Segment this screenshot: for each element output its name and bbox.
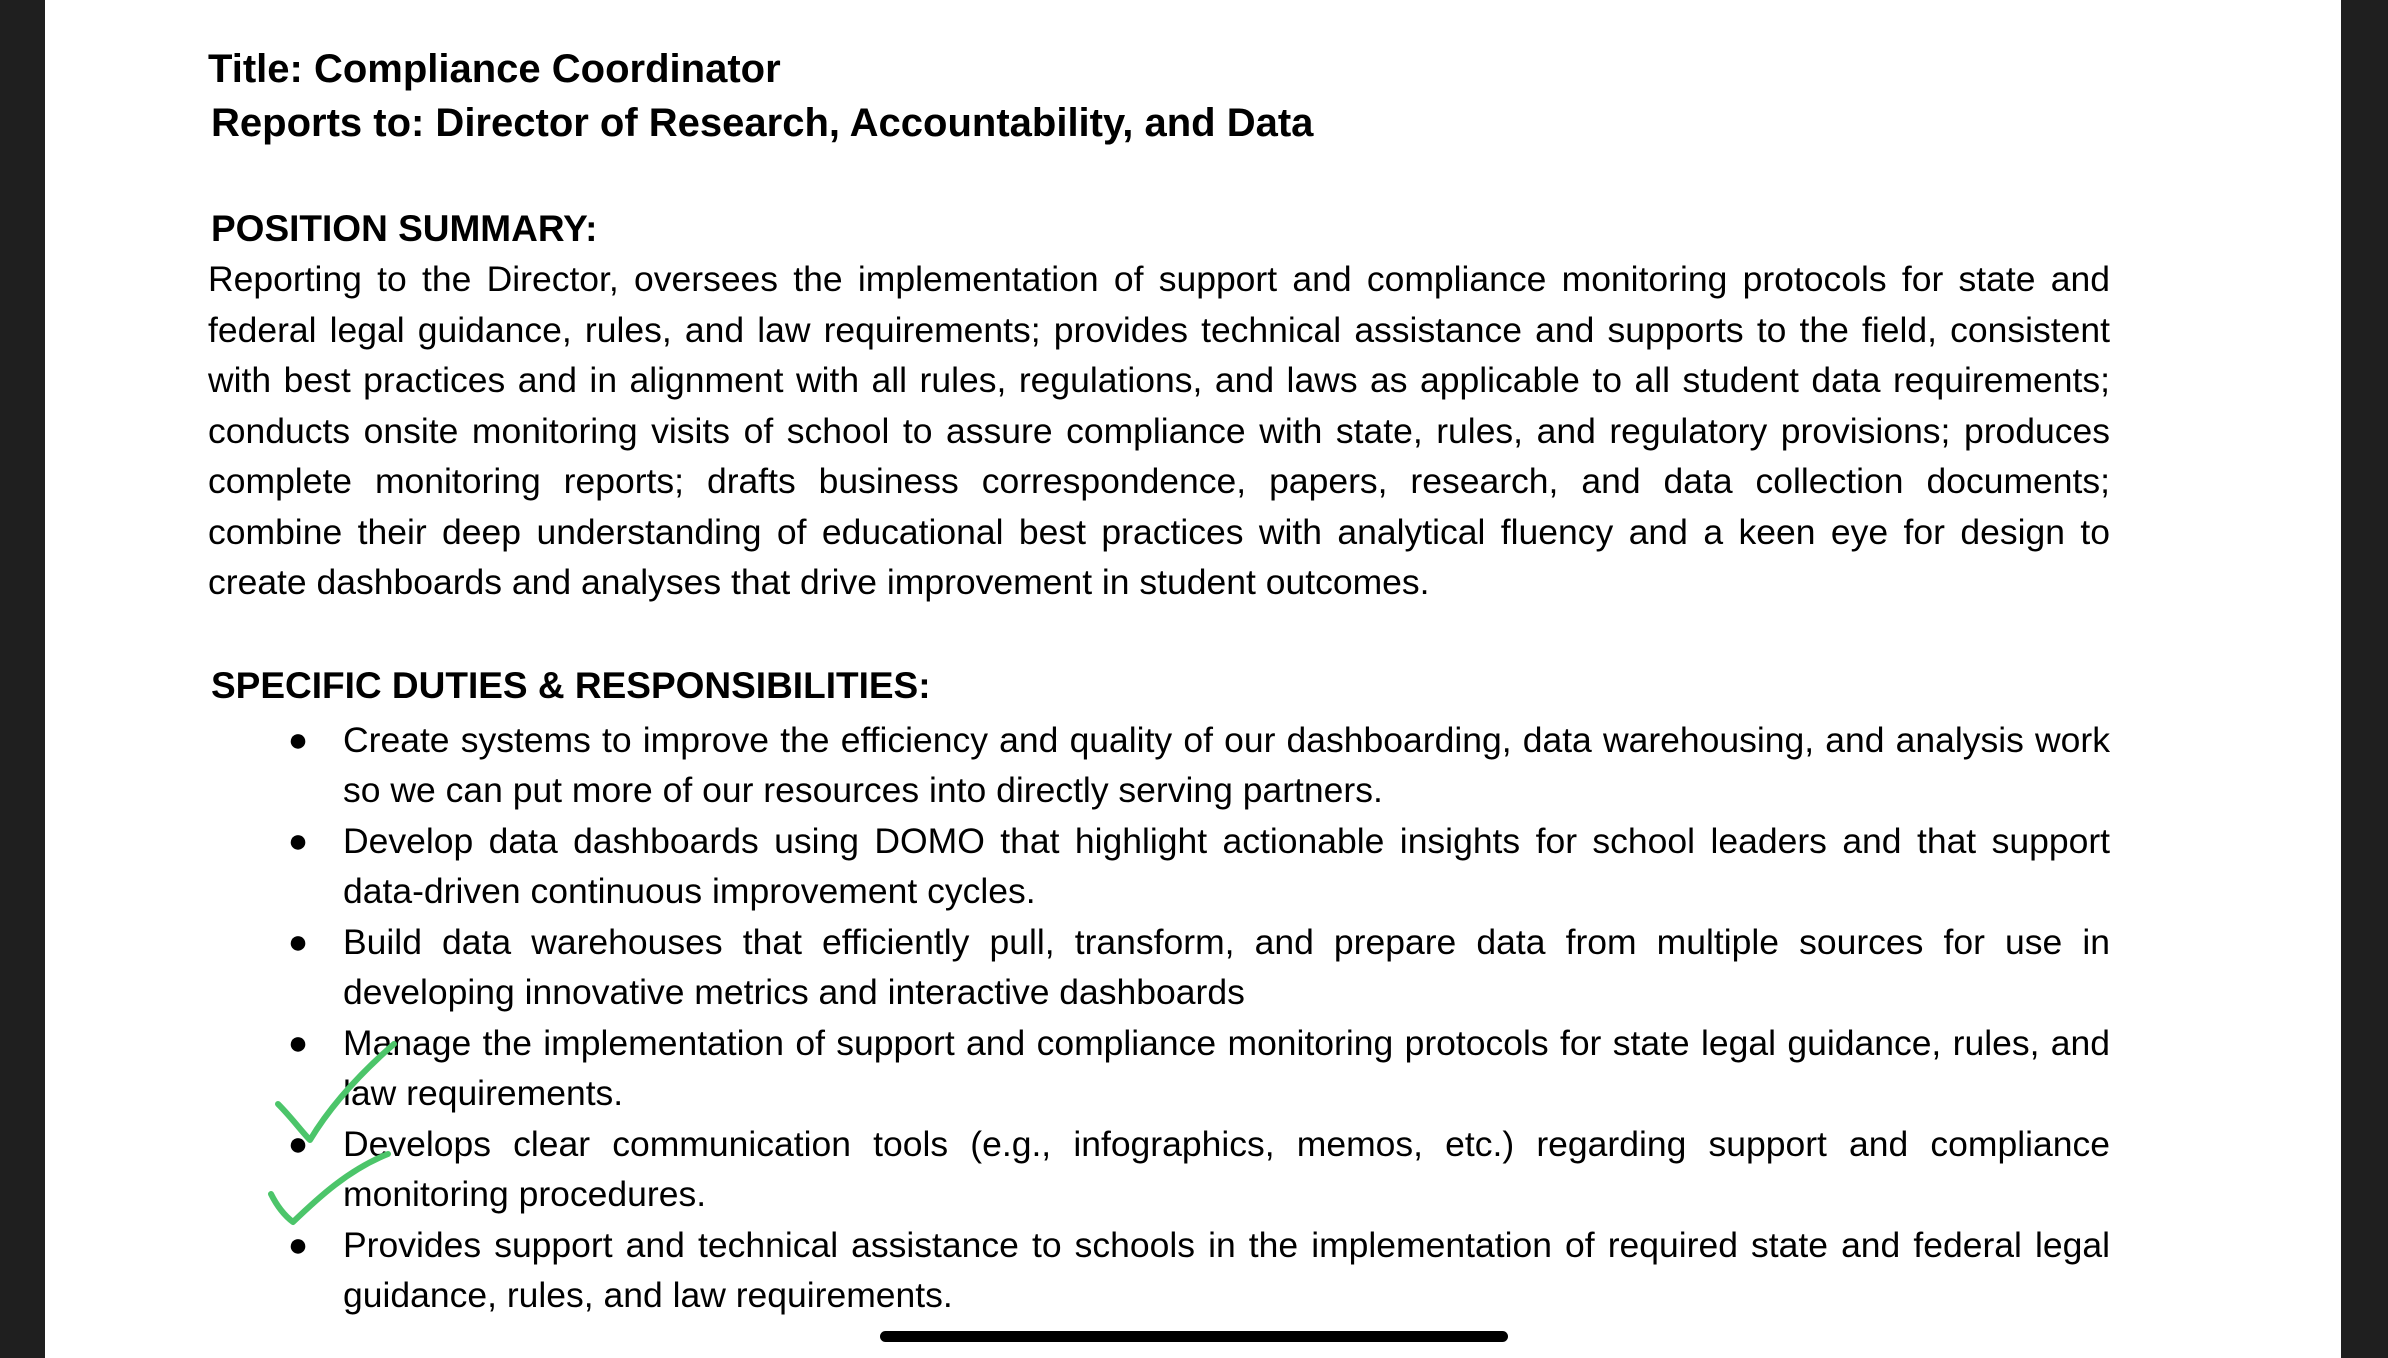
position-summary-text: Reporting to the Director, oversees the implementation of support and compliance monitoring protocols for state and federal legal guidance, rules, and law requirements; provides technical assistance and supports to the field, consistent with best practices and in alignment with all rules, regulations, and laws as applicable to all student data requirements; conducts onsite monitoring visits of school to assure compliance with state, rules, and regulatory provisions; produces complete monitoring reports; drafts business correspondence, papers, research, and data collection documents; combine their deep understanding of educational best practices with analytical fluency and a keen eye for design to create dashboards and analyses that drive improvement in student outcomes. — [208, 259, 2110, 602]
duty-item — [208, 1018, 2110, 1119]
duty-text: Manage the implementation of support and compliance monitoring protocols for state legal guidance, rules, and law requirements. — [343, 1022, 2110, 1113]
bullet-icon: ● — [287, 720, 309, 759]
duty-text: Develop data dashboards using DOMO that highlight actionable insights for school leaders and that support data-driven continuous improvement cycles. — [343, 820, 2110, 911]
home-indicator[interactable] — [880, 1331, 1508, 1342]
bullet-icon: ● — [287, 821, 309, 860]
job-title: Title: Compliance Coordinator — [208, 47, 781, 91]
reports-to: Reports to: Director of Research, Accountability, and Data — [211, 101, 1314, 145]
document-page — [45, 0, 2341, 1358]
duty-text: Create systems to improve the efficiency and quality of our dashboarding, data warehousing, and analysis work so we can put more of our resources into directly serving partners. — [343, 719, 2110, 810]
bullet-icon: ● — [287, 922, 309, 961]
duty-item — [208, 1220, 2110, 1321]
bullet-icon: ● — [287, 1124, 309, 1163]
duties-heading: SPECIFIC DUTIES & RESPONSIBILITIES: — [211, 664, 931, 706]
duty-item — [208, 715, 2110, 816]
bullet-icon: ● — [287, 1023, 309, 1062]
position-summary-heading: POSITION SUMMARY: — [211, 208, 598, 249]
duty-text: Build data warehouses that efficiently pull, transform, and prepare data from multiple sources for use in developing innovative metrics and interactive dashboards — [343, 921, 2110, 1012]
duty-item — [208, 1119, 2110, 1220]
duty-item — [208, 816, 2110, 917]
document-content — [208, 42, 2110, 1321]
duty-text: Develops clear communication tools (e.g., infographics, memos, etc.) regarding support and compliance monitoring procedures. — [343, 1123, 2110, 1214]
duty-text: Provides support and technical assistance to schools in the implementation of required state and federal legal guidance, rules, and law requirements. — [343, 1224, 2110, 1315]
duty-item — [208, 917, 2110, 1018]
duties-list — [208, 715, 2110, 1321]
bullet-icon: ● — [287, 1225, 309, 1264]
